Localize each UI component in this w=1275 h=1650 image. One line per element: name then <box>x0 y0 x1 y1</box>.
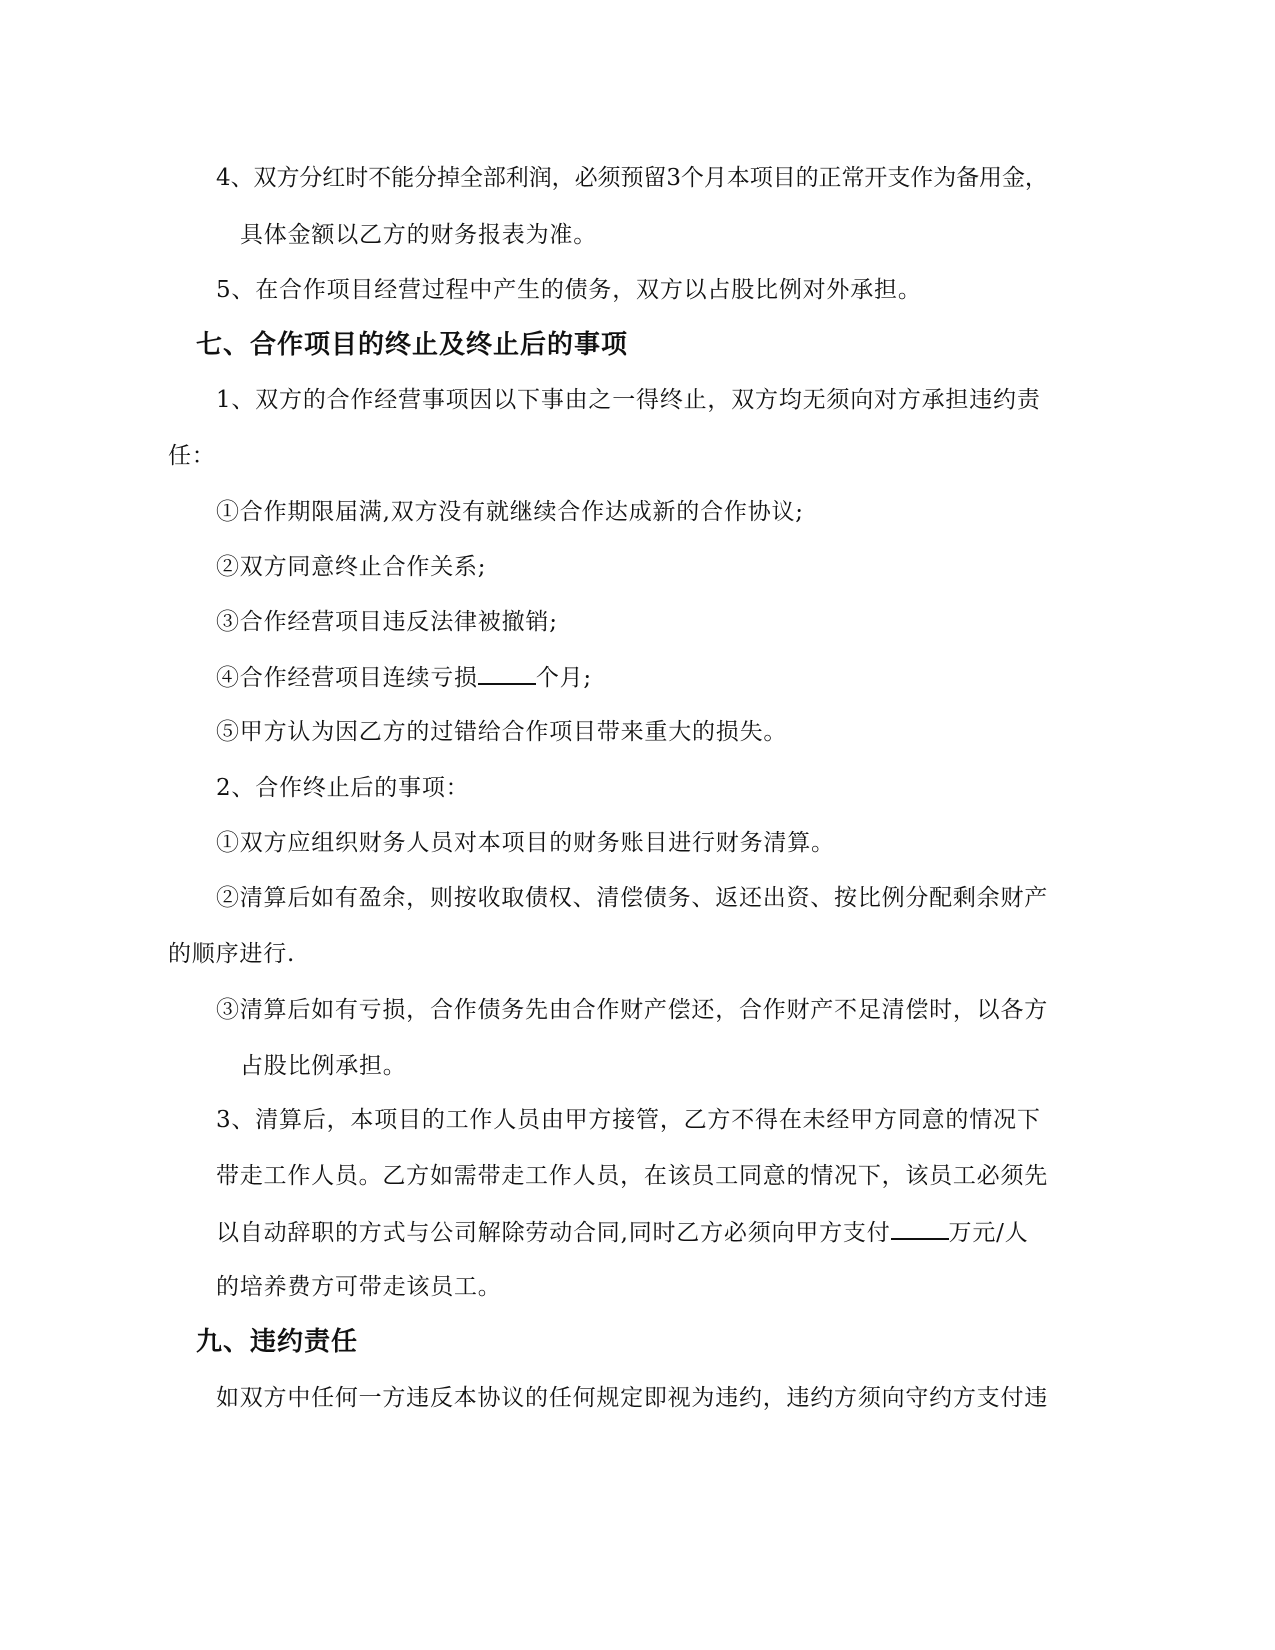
clause-7-2-item-1: ①双方应组织财务人员对本项目的财务账目进行财务清算。 <box>216 830 835 856</box>
clause-7-1-item-4-suffix: 个月; <box>535 665 592 691</box>
clause-7-1-item-1: ①合作期限届满,双方没有就继续合作达成新的合作协议; <box>216 499 804 525</box>
clause-7-1-line-1: 1、双方的合作经营事项因以下事由之一得终止，双方均无须向对方承担违约责 <box>216 387 1041 413</box>
section-heading-7: 七、合作项目的终止及终止后的事项 <box>196 330 629 360</box>
clause-7-2-item-2-line-1: ②清算后如有盈余，则按收取债权、清偿债务、返还出资、按比例分配剩余财产 <box>216 885 1048 911</box>
fee-blank-field <box>891 1216 949 1240</box>
clause-7-1-item-2: ②双方同意终止合作关系; <box>216 554 487 580</box>
clause-7-1-item-3: ③合作经营项目违反法律被撤销; <box>216 609 558 635</box>
months-blank-field <box>478 661 536 685</box>
clause-7-1-item-4 <box>216 661 592 694</box>
clause-7-3-line-1: 3、清算后，本项目的工作人员由甲方接管，乙方不得在未经甲方同意的情况下 <box>216 1107 1041 1133</box>
clause-7-3-line-3-suffix: 万元/人 <box>948 1220 1029 1246</box>
clause-7-3-line-2: 带走工作人员。乙方如需带走工作人员，在该员工同意的情况下，该员工必须先 <box>216 1163 1048 1189</box>
clause-7-1-item-5: ⑤甲方认为因乙方的过错给合作项目带来重大的损失。 <box>216 719 788 745</box>
clause-6-4-line-1: 4、双方分红时不能分掉全部利润，必须预留3个月本项目的正常开支作为备用金， <box>216 165 1048 191</box>
clause-6-5: 5、在合作项目经营过程中产生的债务，双方以占股比例对外承担。 <box>216 277 922 303</box>
section-heading-9: 九、违约责任 <box>196 1327 359 1357</box>
clause-7-3-line-4: 的培养费方可带走该员工。 <box>216 1274 502 1300</box>
clause-7-2-item-3-line-1: ③清算后如有亏损，合作债务先由合作财产偿还，合作财产不足清偿时，以各方 <box>216 997 1048 1023</box>
clause-7-3-line-3-text: 以自动辞职的方式与公司解除劳动合同,同时乙方必须向甲方支付 <box>216 1220 891 1246</box>
clause-7-2-item-2-line-2: 的顺序进行. <box>168 941 296 967</box>
clause-7-1-item-4-text: ④合作经营项目连续亏损 <box>216 665 478 691</box>
clause-7-2: 2、合作终止后的事项： <box>216 775 470 801</box>
clause-7-3-line-3 <box>216 1216 1028 1249</box>
clause-6-4-line-2: 具体金额以乙方的财务报表为准。 <box>240 222 597 248</box>
clause-7-1-line-2: 任： <box>168 443 216 469</box>
clause-9-line-1: 如双方中任何一方违反本协议的任何规定即视为违约，违约方须向守约方支付违 <box>216 1385 1048 1411</box>
clause-7-2-item-3-line-2: 占股比例承担。 <box>240 1053 407 1079</box>
